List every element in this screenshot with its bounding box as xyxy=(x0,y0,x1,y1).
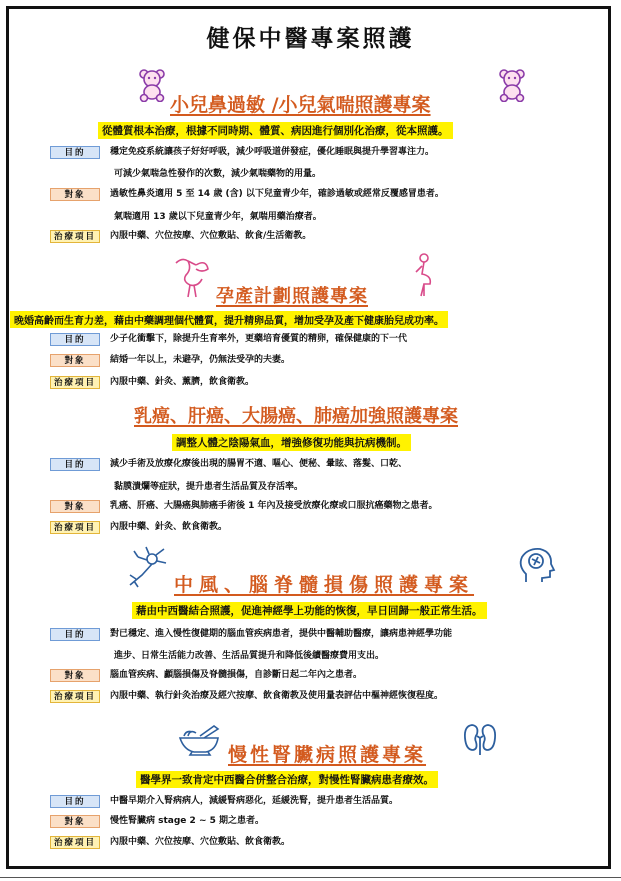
target-row xyxy=(50,815,264,828)
goal-text: 少子化衝擊下，除提升生育率外，更藥培育優質的精卵，確保健康的下一代 xyxy=(110,334,408,344)
treatment-text: 內服中藥、穴位按摩、穴位敷貼、飲食/生活衛教。 xyxy=(110,231,312,241)
section-title-stroke: 中風、腦脊髓損傷照護專案 xyxy=(174,574,475,596)
section-title-kidney: 慢性腎臟病照護專案 xyxy=(228,744,427,766)
goal-row xyxy=(50,628,452,641)
target-row xyxy=(50,354,290,367)
goal-tag: 目的 xyxy=(50,628,100,641)
goal-tag: 目的 xyxy=(50,333,100,346)
target-tag: 對象 xyxy=(50,500,100,513)
goal-text: 對已穩定、進入慢性復健期的腦血管疾病患者，提供中醫輔助醫療，讓病患神經學功能 xyxy=(110,629,453,639)
page-title: 健保中醫專案照護 xyxy=(206,25,415,52)
treatment-text: 內服中藥、針灸、飲食衛教。 xyxy=(110,522,228,532)
goal-row xyxy=(50,333,407,346)
mortar-pestle-icon xyxy=(178,724,224,756)
target-text: 過敏性鼻炎適用 5 至 14 歲 (含) 以下兒童青少年，確診過敏或經常反覆感冒患者。 xyxy=(110,189,444,199)
stork-baby-icon xyxy=(172,255,212,299)
goal-text-continued: 黏膜潰爛等症狀，提升患者生活品質及存活率。 xyxy=(114,482,304,492)
target-tag: 對象 xyxy=(50,354,100,367)
neuron-icon xyxy=(124,545,168,589)
page-divider xyxy=(0,877,621,878)
section-subtitle-pregnancy: 晚婚高齡而生育力差，藉由中藥調理個代體質，提升精卵品質，增加受孕及產下健康胎兒成功率。 xyxy=(10,311,448,328)
goal-row xyxy=(50,146,434,159)
section-subtitle-stroke: 藉由中西醫結合照護，促進神經學上功能的恢復，早日回歸一般正常生活。 xyxy=(132,602,487,619)
section-title-pregnancy: 孕產計劃照護專案 xyxy=(216,286,368,307)
treatment-row xyxy=(50,376,254,389)
kidney-icon xyxy=(462,722,498,756)
target-text-continued: 氣喘適用 13 歲以下兒童青少年，氣喘用藥治療者。 xyxy=(114,212,322,222)
goal-tag: 目的 xyxy=(50,146,100,159)
brain-head-icon xyxy=(516,546,556,586)
treatment-tag: 治療項目 xyxy=(50,521,100,534)
goal-row xyxy=(50,795,398,808)
goal-text-continued: 進步、日常生活能力改善、生活品質提升和降低後續醫療費用支出。 xyxy=(114,651,385,661)
target-text: 結婚一年以上，未避孕，仍無法受孕的夫妻。 xyxy=(110,355,291,365)
treatment-tag: 治療項目 xyxy=(50,690,100,703)
treatment-tag: 治療項目 xyxy=(50,836,100,849)
treatment-text: 內服中藥、穴位按摩、穴位敷貼、飲食衛教。 xyxy=(110,837,291,847)
section-subtitle-kidney: 醫學界一致肯定中西醫合併整合治療，對慢性腎臟病患者療效。 xyxy=(136,771,438,788)
target-tag: 對象 xyxy=(50,815,100,828)
goal-text: 減少手術及放療化療後出現的腸胃不適、嘔心、便秘、暈眩、落髮、口乾、 xyxy=(110,459,408,469)
section-subtitle-pediatric: 從體質根本治療，根據不同時期、體質、病因進行個別化治療，從本照護。 xyxy=(98,122,453,139)
section-title-cancer: 乳癌、肝癌、大腸癌、肺癌加強照護專案 xyxy=(134,406,458,427)
treatment-row xyxy=(50,521,227,534)
target-tag: 對象 xyxy=(50,188,100,201)
treatment-text: 內服中藥、執行針灸治療及經穴按摩、飲食衛教及使用量表評估中樞神經恢復程度。 xyxy=(110,691,444,701)
treatment-tag: 治療項目 xyxy=(50,230,100,243)
target-row xyxy=(50,188,444,201)
target-row xyxy=(50,669,362,682)
treatment-row xyxy=(50,690,443,703)
pregnant-woman-icon xyxy=(412,252,438,298)
target-row xyxy=(50,500,438,513)
goal-text-continued: 可減少氣喘急性發作的次數，減少氣喘藥物的用量。 xyxy=(114,169,322,179)
goal-row xyxy=(50,458,407,471)
section-subtitle-cancer: 調整人體之陰陽氣血，增強修復功能與抗病機制。 xyxy=(172,434,411,451)
treatment-tag: 治療項目 xyxy=(50,376,100,389)
teddy-bear-icon xyxy=(498,68,526,102)
treatment-text: 內服中藥、針灸、薰臍，飲食衛教。 xyxy=(110,377,255,387)
goal-tag: 目的 xyxy=(50,795,100,808)
section-title-pediatric: 小兒鼻過敏 /小兒氣喘照護專案 xyxy=(170,94,431,116)
target-text: 腦血管疾病、顱腦損傷及脊髓損傷，自診斷日起二年內之患者。 xyxy=(110,670,363,680)
target-text: 乳癌、肝癌、大腸癌與肺癌手術後 1 年內及接受放療化療或口服抗癌藥物之患者。 xyxy=(110,501,438,511)
goal-text: 中醫早期介入腎病病人，減緩腎病惡化，延緩洗腎，提升患者生活品質。 xyxy=(110,796,399,806)
goal-tag: 目的 xyxy=(50,458,100,471)
goal-text: 穩定免疫系統讓孩子好好呼吸，減少呼吸道併發症，優化睡眠與提升學習專注力。 xyxy=(110,147,435,157)
teddy-bear-icon xyxy=(138,68,166,102)
treatment-row xyxy=(50,230,311,243)
target-tag: 對象 xyxy=(50,669,100,682)
target-text: 慢性腎臟病 stage 2 ~ 5 期之患者。 xyxy=(110,816,265,826)
treatment-row xyxy=(50,836,290,849)
